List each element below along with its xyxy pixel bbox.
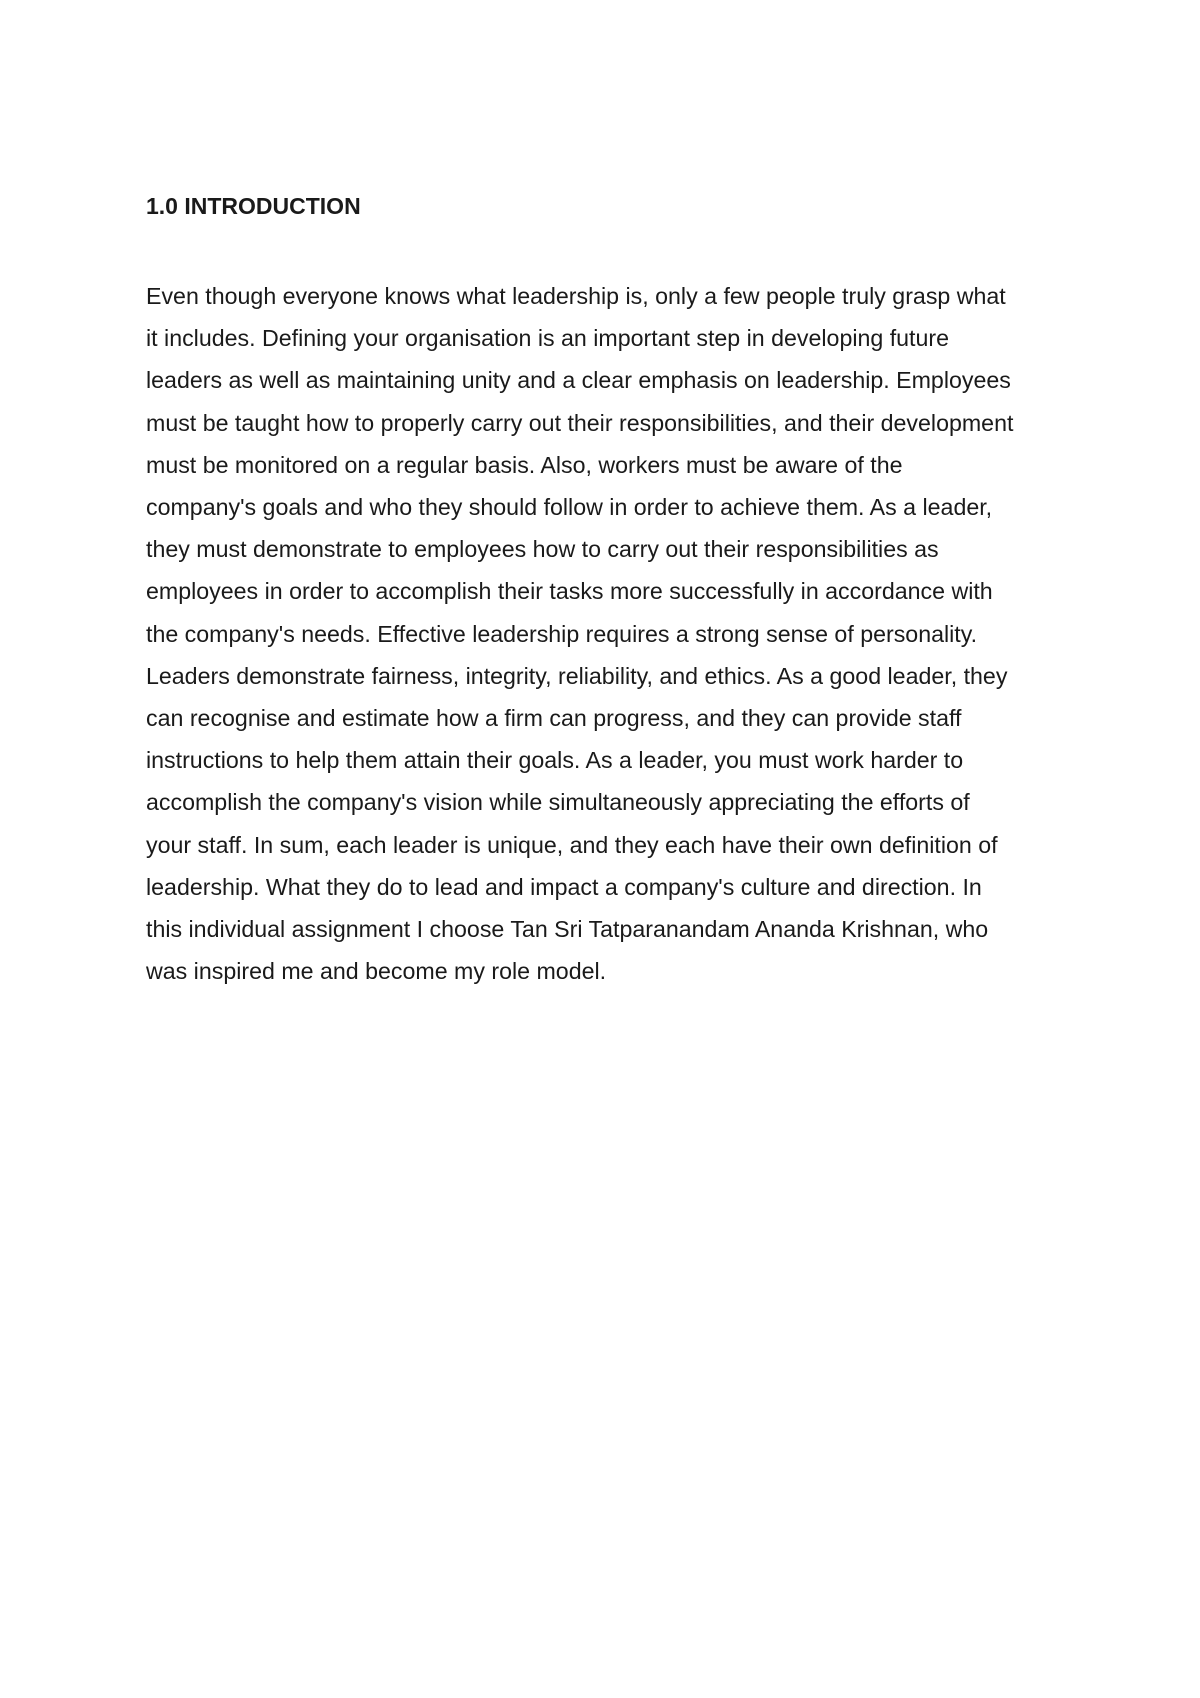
paragraph-line: must be monitored on a regular basis. Also, workers must be aware of the <box>146 451 903 478</box>
paragraph-line: can recognise and estimate how a firm can progress, and they can provide staff <box>146 705 962 732</box>
paragraph-line: company's goals and who they should follow in order to achieve them. As a leader, <box>146 494 993 521</box>
section-heading: 1.0 INTRODUCTION <box>146 193 361 219</box>
paragraph-line: employees in order to accomplish their tasks more successfully in accordance with <box>146 578 993 605</box>
paragraph-line: must be taught how to properly carry out their responsibilities, and their development <box>146 409 1014 436</box>
paragraph-line: Even though everyone knows what leadership is, only a few people truly grasp what <box>146 283 1006 309</box>
paragraph-line: they must demonstrate to employees how to carry out their responsibilities as <box>146 536 939 563</box>
paragraph-line: leadership. What they do to lead and impact a company's culture and direction. In <box>146 873 982 900</box>
paragraph-line: Leaders demonstrate fairness, integrity, reliability, and ethics. As a good leader, they <box>146 662 1008 689</box>
paragraph-line: this individual assignment I choose Tan Sri Tatparanandam Ananda Krishnan, who <box>146 916 989 943</box>
paragraph-line: the company's needs. Effective leadership requires a strong sense of personality. <box>146 620 978 647</box>
paragraph-line: accomplish the company's vision while simultaneously appreciating the efforts of <box>146 789 970 816</box>
introduction-paragraph <box>146 275 1086 992</box>
paragraph-line: was inspired me and become my role model. <box>146 958 607 985</box>
paragraph-line: leaders as well as maintaining unity and a clear emphasis on leadership. Employees <box>146 367 1011 394</box>
paragraph-line: your staff. In sum, each leader is unique, and they each have their own definition of <box>146 831 998 858</box>
paragraph-line: instructions to help them attain their goals. As a leader, you must work harder to <box>146 747 964 774</box>
paragraph-line: it includes. Defining your organisation is an important step in developing future <box>146 325 950 352</box>
